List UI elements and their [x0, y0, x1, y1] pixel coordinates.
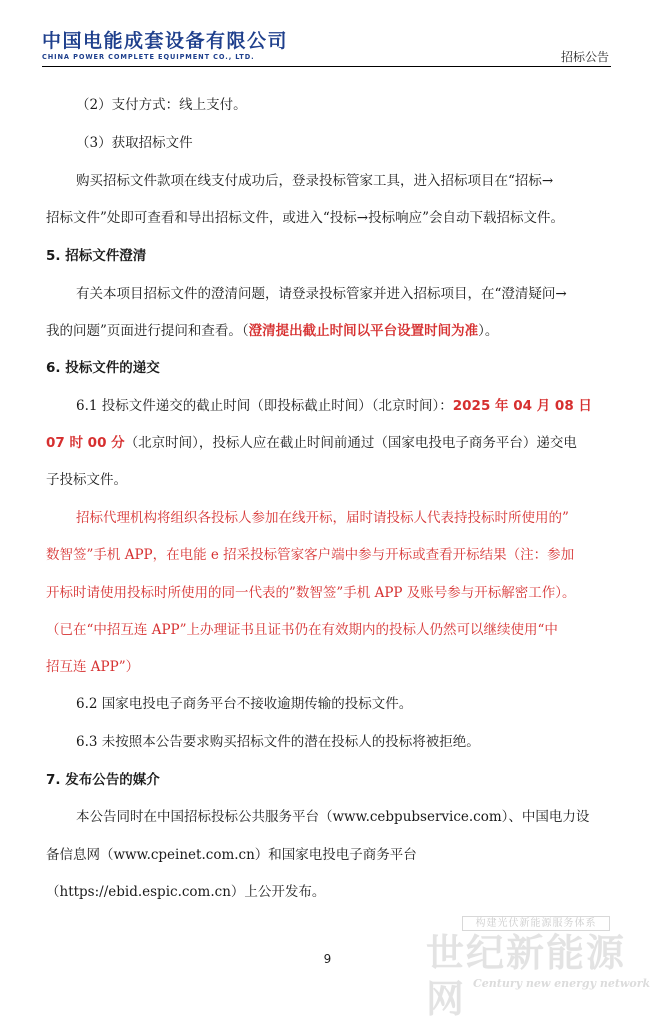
- media-line-3: （https://ebid.espic.com.cn）上公开发布。: [46, 884, 326, 900]
- clarification-line-2: 我的问题”页面进行提问和查看。（澄清提出截止时间以平台设置时间为准）。: [46, 323, 499, 339]
- rejection-line: 6.3 未按照本公告要求购买招标文件的潜在投标人的投标将被拒绝。: [76, 734, 480, 750]
- obtain-docs-line-2: 招标文件”处即可查看和导出招标文件，或进入“投标→投标响应”会自动下载招标文件。: [46, 210, 565, 226]
- section-5-heading: 5. 招标文件澄清: [46, 248, 147, 264]
- online-opening-notice-2: 数智签”手机 APP，在电能 e 招采投标管家客户端中参与开标或查看开标结果（注：参加: [46, 547, 575, 563]
- company-name-en: CHINA POWER COMPLETE EQUIPMENT CO., LTD.: [42, 53, 255, 61]
- late-submission-line: 6.2 国家电投电子商务平台不接收逾期传输的投标文件。: [76, 696, 413, 712]
- deadline-line-3: 子投标文件。: [46, 472, 127, 488]
- page-number: 9: [323, 952, 332, 966]
- deadline-line-1: 6.1 投标文件递交的截止时间（即投标截止时间）（北京时间）：2025 年 04 月 08 日: [76, 398, 592, 414]
- media-line-1: 本公告同时在中国招标投标公共服务平台（www.cebpubservice.com）、中国电力设: [76, 809, 590, 825]
- company-logo: [42, 30, 288, 61]
- clarification-line-1: 有关本项目招标文件的澄清问题，请登录投标管家并进入招标项目，在“澄清疑问→: [76, 286, 567, 302]
- obtain-docs-line-1: 购买招标文件款项在线支付成功后，登录投标管家工具，进入招标项目在“招标→: [76, 173, 554, 189]
- company-name-cn: 中国电能成套设备有限公司: [42, 30, 289, 52]
- obtain-docs-heading: （3）获取招标文件: [76, 135, 193, 151]
- online-opening-notice-1: 招标代理机构将组织各投标人参加在线开标，届时请投标人代表持投标时所使用的”: [76, 510, 569, 526]
- watermark-tagline: 构建光伏新能源服务体系: [462, 916, 610, 931]
- section-7-heading: 7. 发布公告的媒介: [46, 772, 160, 788]
- header-divider: [42, 66, 611, 67]
- deadline-line-2: 07 时 00 分（北京时间），投标人应在截止时间前通过（国家电投电子商务平台）递交电: [46, 435, 577, 451]
- watermark-brand-cn: 世纪新能源网: [426, 931, 627, 1021]
- clarification-deadline-note: 澄清提出截止时间以平台设置时间为准: [248, 323, 479, 339]
- online-opening-notice-3: 开标时请使用投标时所使用的同一代表的”数智签”手机 APP 及账号参与开标解密工作）。: [46, 585, 576, 601]
- section-6-heading: 6. 投标文件的递交: [46, 360, 160, 376]
- deadline-time: 07 时 00 分: [46, 435, 125, 451]
- online-opening-notice-5: 招互连 APP”）: [46, 659, 140, 675]
- deadline-date: 2025 年 04 月 08 日: [452, 398, 592, 414]
- document-type-label: 招标公告: [560, 50, 609, 64]
- media-line-2: 备信息网（www.cpeinet.com.cn）和国家电投电子商务平台: [46, 847, 417, 863]
- watermark-brand-en: Century new energy network: [473, 977, 651, 990]
- online-opening-notice-4: （已在“中招互连 APP”上办理证书且证书仍在有效期内的投标人仍然可以继续使用“中: [46, 622, 558, 638]
- payment-method-line: （2）支付方式：线上支付。: [76, 97, 247, 113]
